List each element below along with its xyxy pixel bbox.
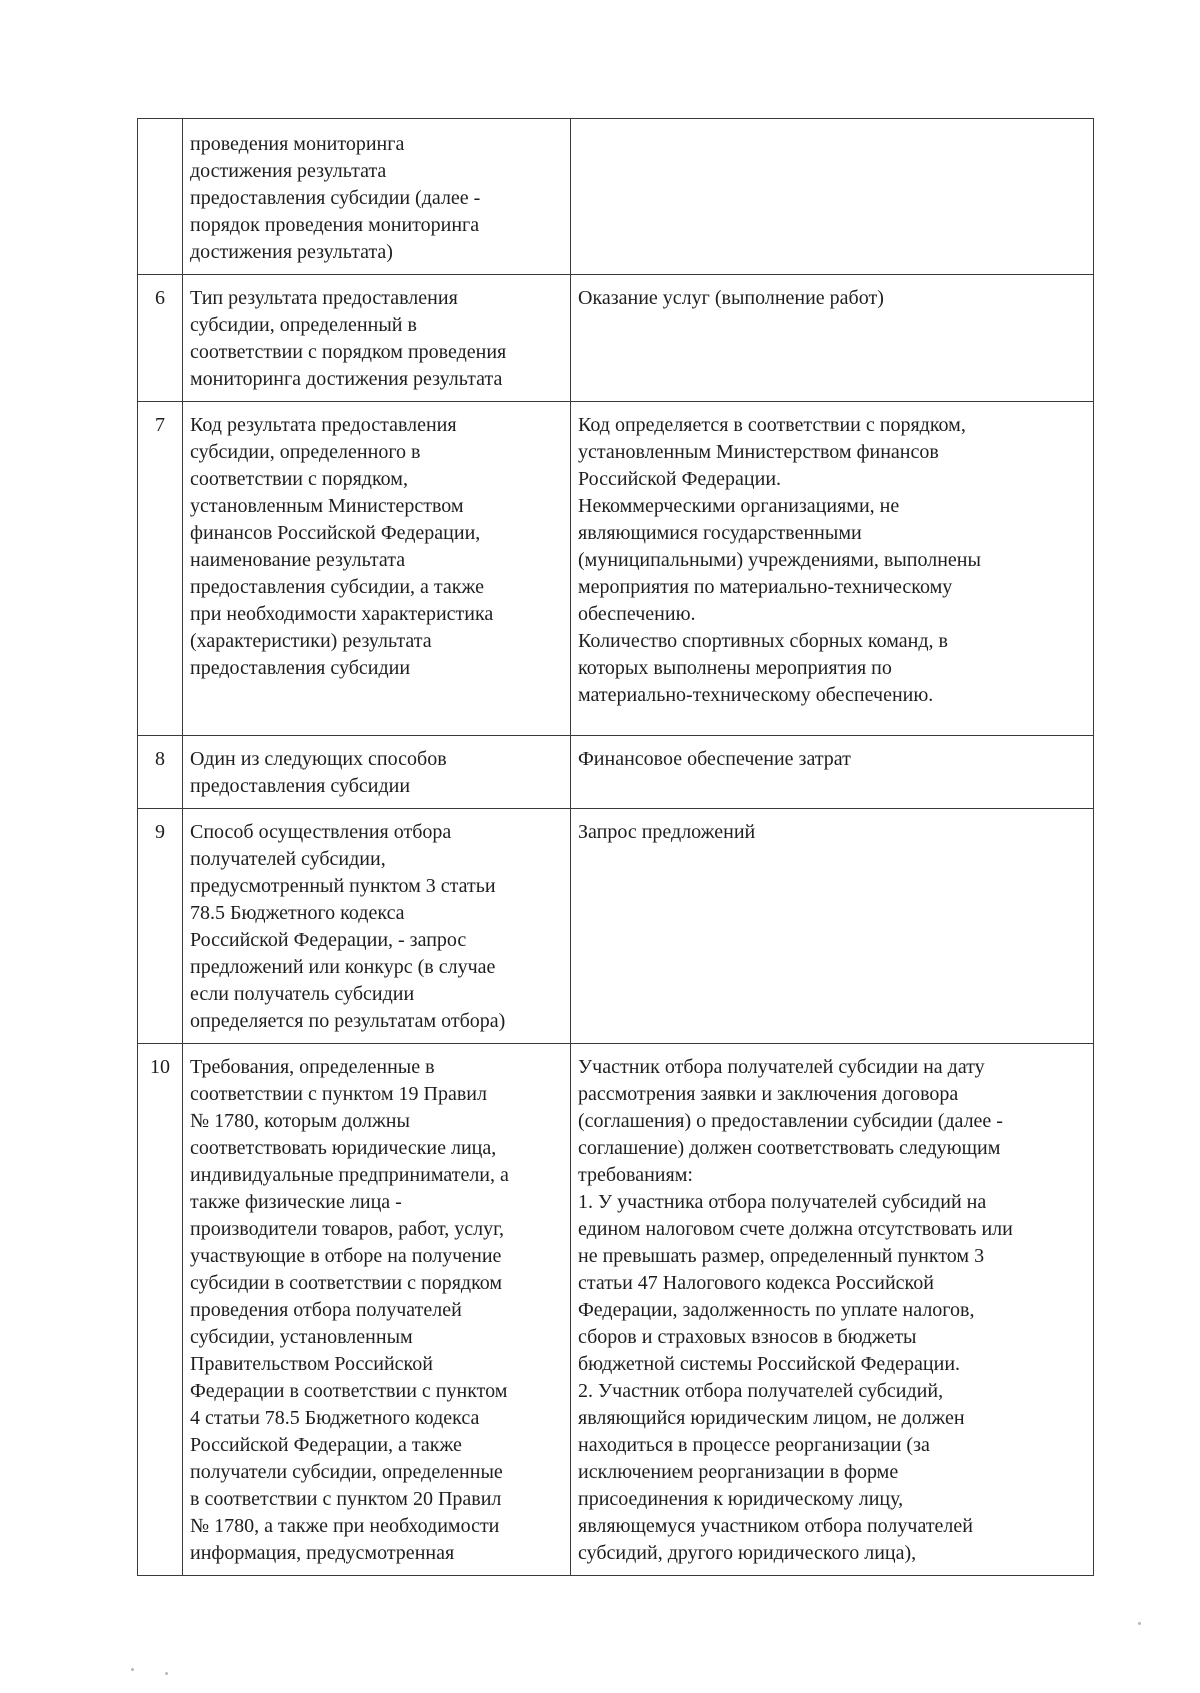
row-number: 9 — [138, 809, 183, 1044]
row-parameter: Способ осуществления отбора получателей субсидии, предусмотренный пунктом 3 статьи 78.5 Бюджетного кодекса Российской Федерации, - запрос предложений или конкурс (в случае если получатель субсидии определяется по результатам отбора) — [183, 809, 571, 1044]
row-number: 10 — [138, 1044, 183, 1576]
table-row — [138, 809, 1094, 1044]
row-number: 7 — [138, 402, 183, 736]
row-number: 8 — [138, 736, 183, 809]
table-row — [138, 119, 1094, 275]
requirements-table — [137, 118, 1094, 1576]
row-parameter: Код результата предоставления субсидии, определенного в соответствии с порядком, установленным Министерством финансов Российской Федерации, наименование результата предоставления субсидии, а также при необходимости характеристика (характеристики) результата предоставления субсидии — [183, 402, 571, 736]
row-parameter: Требования, определенные в соответствии с пунктом 19 Правил № 1780, которым должны соответствовать юридические лица, индивидуальные предприниматели, а также физические лица - производители товаров, работ, услуг, участвующие в отборе на получение субсидии в соответствии с порядком проведения отбора получателей субсидии, установленным Правительством Российской Федерации в соответствии с пунктом 4 статьи 78.5 Бюджетного кодекса Российской Федерации, а также получатели субсидии, определенные в соответствии с пунктом 20 Правил № 1780, а также при необходимости информация, предусмотренная — [183, 1044, 571, 1576]
row-value: Участник отбора получателей субсидии на дату рассмотрения заявки и заключения договора (соглашения) о предоставлении субсидии (далее - соглашение) должен соответствовать следующим требованиям: 1. У участника отбора получателей субсидий на едином налоговом счете должна отсутствовать или не превышать размер, определенный пунктом 3 статьи 47 Налогового кодекса Российской Федерации, задолженность по уплате налогов, сборов и страховых взносов в бюджеты бюджетной системы Российской Федерации. 2. Участник отбора получателей субсидий, являющийся юридическим лицом, не должен находиться в процессе реорганизации (за исключением реорганизации в форме присоединения к юридическому лицу, являющемуся участником отбора получателей субсидий, другого юридического лица), — [571, 1044, 1094, 1576]
table-row — [138, 1044, 1094, 1576]
row-parameter: Тип результата предоставления субсидии, определенный в соответствии с порядком проведения мониторинга достижения результата — [183, 275, 571, 402]
row-number: 6 — [138, 275, 183, 402]
row-value: Код определяется в соответствии с порядком, установленным Министерством финансов Российской Федерации. Некоммерческими организациями, не являющимися государственными (муниципальными) учреждениями, выполнены мероприятия по материально-техническому обеспечению. Количество спортивных сборных команд, в которых выполнены мероприятия по материально-техническому обеспечению. — [571, 402, 1094, 736]
row-value: Запрос предложений — [571, 809, 1094, 1044]
scan-speck — [165, 1672, 168, 1675]
row-value — [571, 119, 1094, 275]
table-row — [138, 736, 1094, 809]
table-row — [138, 402, 1094, 736]
row-parameter: Один из следующих способов предоставления субсидии — [183, 736, 571, 809]
row-number — [138, 119, 183, 275]
row-value: Оказание услуг (выполнение работ) — [571, 275, 1094, 402]
row-parameter: проведения мониторинга достижения результата предоставления субсидии (далее - порядок проведения мониторинга достижения результата) — [183, 119, 571, 275]
scan-speck — [131, 1668, 134, 1671]
row-value: Финансовое обеспечение затрат — [571, 736, 1094, 809]
table-row — [138, 275, 1094, 402]
scan-speck — [1138, 1622, 1141, 1625]
